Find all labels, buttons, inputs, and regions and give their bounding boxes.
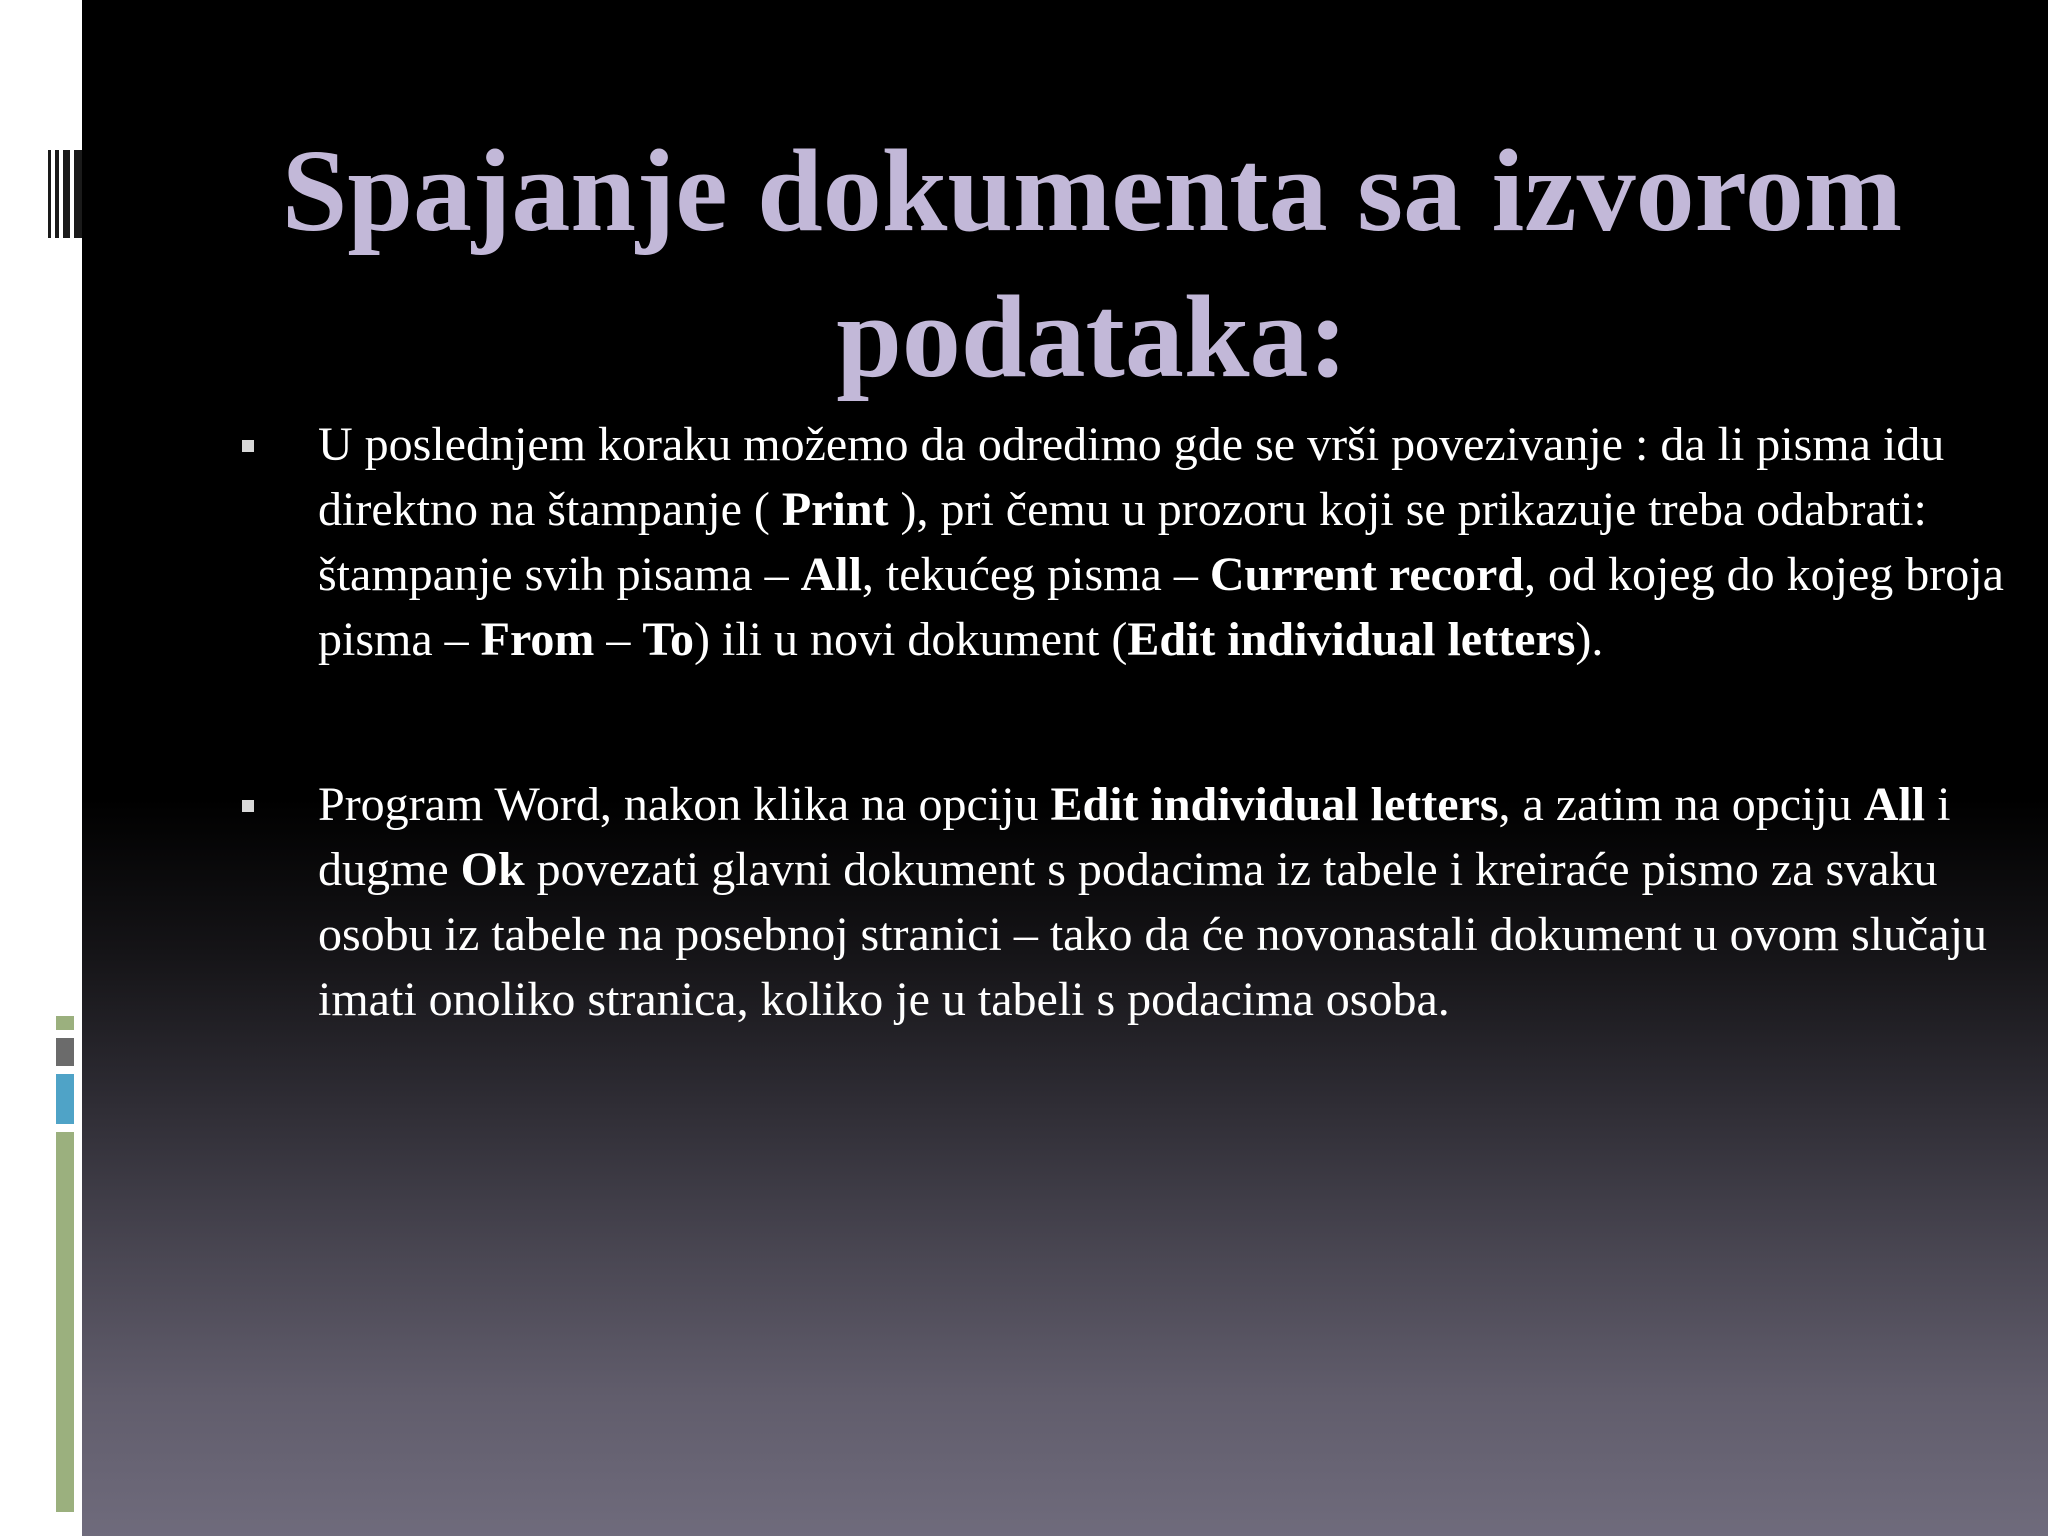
text-segment: ), pri čemu u prozoru koji se prikazuje treba odabrati: štampanje svih pisama – bbox=[318, 483, 1927, 601]
bold-segment: All bbox=[1863, 778, 1926, 831]
slide-title bbox=[192, 118, 1992, 410]
text-segment: ) ili u novi dokument ( bbox=[694, 613, 1128, 666]
bullet-text bbox=[318, 778, 1987, 1026]
bold-segment: Edit individual letters bbox=[1050, 778, 1499, 831]
deco-block-green-tall bbox=[56, 1132, 74, 1512]
text-segment: ). bbox=[1575, 613, 1604, 666]
square-bullet-icon bbox=[242, 800, 254, 812]
bold-segment: To bbox=[642, 613, 695, 666]
text-segment: i dugme bbox=[318, 778, 1951, 896]
text-segment: – bbox=[594, 613, 643, 666]
bold-segment: From bbox=[480, 613, 595, 666]
bullet-item-1 bbox=[242, 412, 2012, 672]
deco-block-gray bbox=[56, 1038, 74, 1066]
decorative-bars-bottom bbox=[56, 1016, 74, 1512]
square-bullet-icon bbox=[242, 440, 254, 452]
deco-bar bbox=[74, 150, 82, 238]
deco-block-green-small bbox=[56, 1016, 74, 1030]
bullet-item-2 bbox=[242, 772, 2012, 1032]
slide-content bbox=[82, 0, 2048, 1536]
text-segment: Program Word, nakon klika na opciju bbox=[318, 778, 1051, 831]
bullet-text bbox=[318, 418, 2004, 666]
title-line-2: podataka: bbox=[836, 271, 1348, 402]
text-segment: , od kojeg do kojeg broja pisma – bbox=[318, 548, 2004, 666]
bullet-list bbox=[242, 412, 2012, 1032]
left-margin bbox=[0, 0, 82, 1536]
deco-bar bbox=[48, 150, 51, 238]
bold-segment: Print bbox=[781, 483, 889, 536]
bold-segment: Current record bbox=[1209, 548, 1524, 601]
deco-block-blue bbox=[56, 1074, 74, 1124]
deco-bar bbox=[63, 150, 69, 238]
title-line-1: Spajanje dokumenta sa izvorom bbox=[281, 125, 1903, 256]
bold-segment: All bbox=[800, 548, 862, 601]
bold-segment: Edit individual letters bbox=[1127, 613, 1576, 666]
bold-segment: Ok bbox=[460, 843, 525, 896]
deco-bar bbox=[55, 150, 60, 238]
text-segment: povezati glavni dokument s podacima iz tabele i kreiraće pismo za svaku osobu iz tabele na posebnoj stranici – tako da će novonastali dokument u ovom slučaju imati onoliko stranica, koliko je u tabeli s podacima osoba. bbox=[318, 843, 1987, 1026]
text-segment: U poslednjem koraku možemo da odredimo gde se vrši povezivanje : da li pisma idu direktno na štampanje ( bbox=[318, 418, 1945, 536]
text-segment: , a zatim na opciju bbox=[1498, 778, 1864, 831]
text-segment: , tekućeg pisma – bbox=[861, 548, 1210, 601]
decorative-bars-top bbox=[48, 150, 82, 238]
